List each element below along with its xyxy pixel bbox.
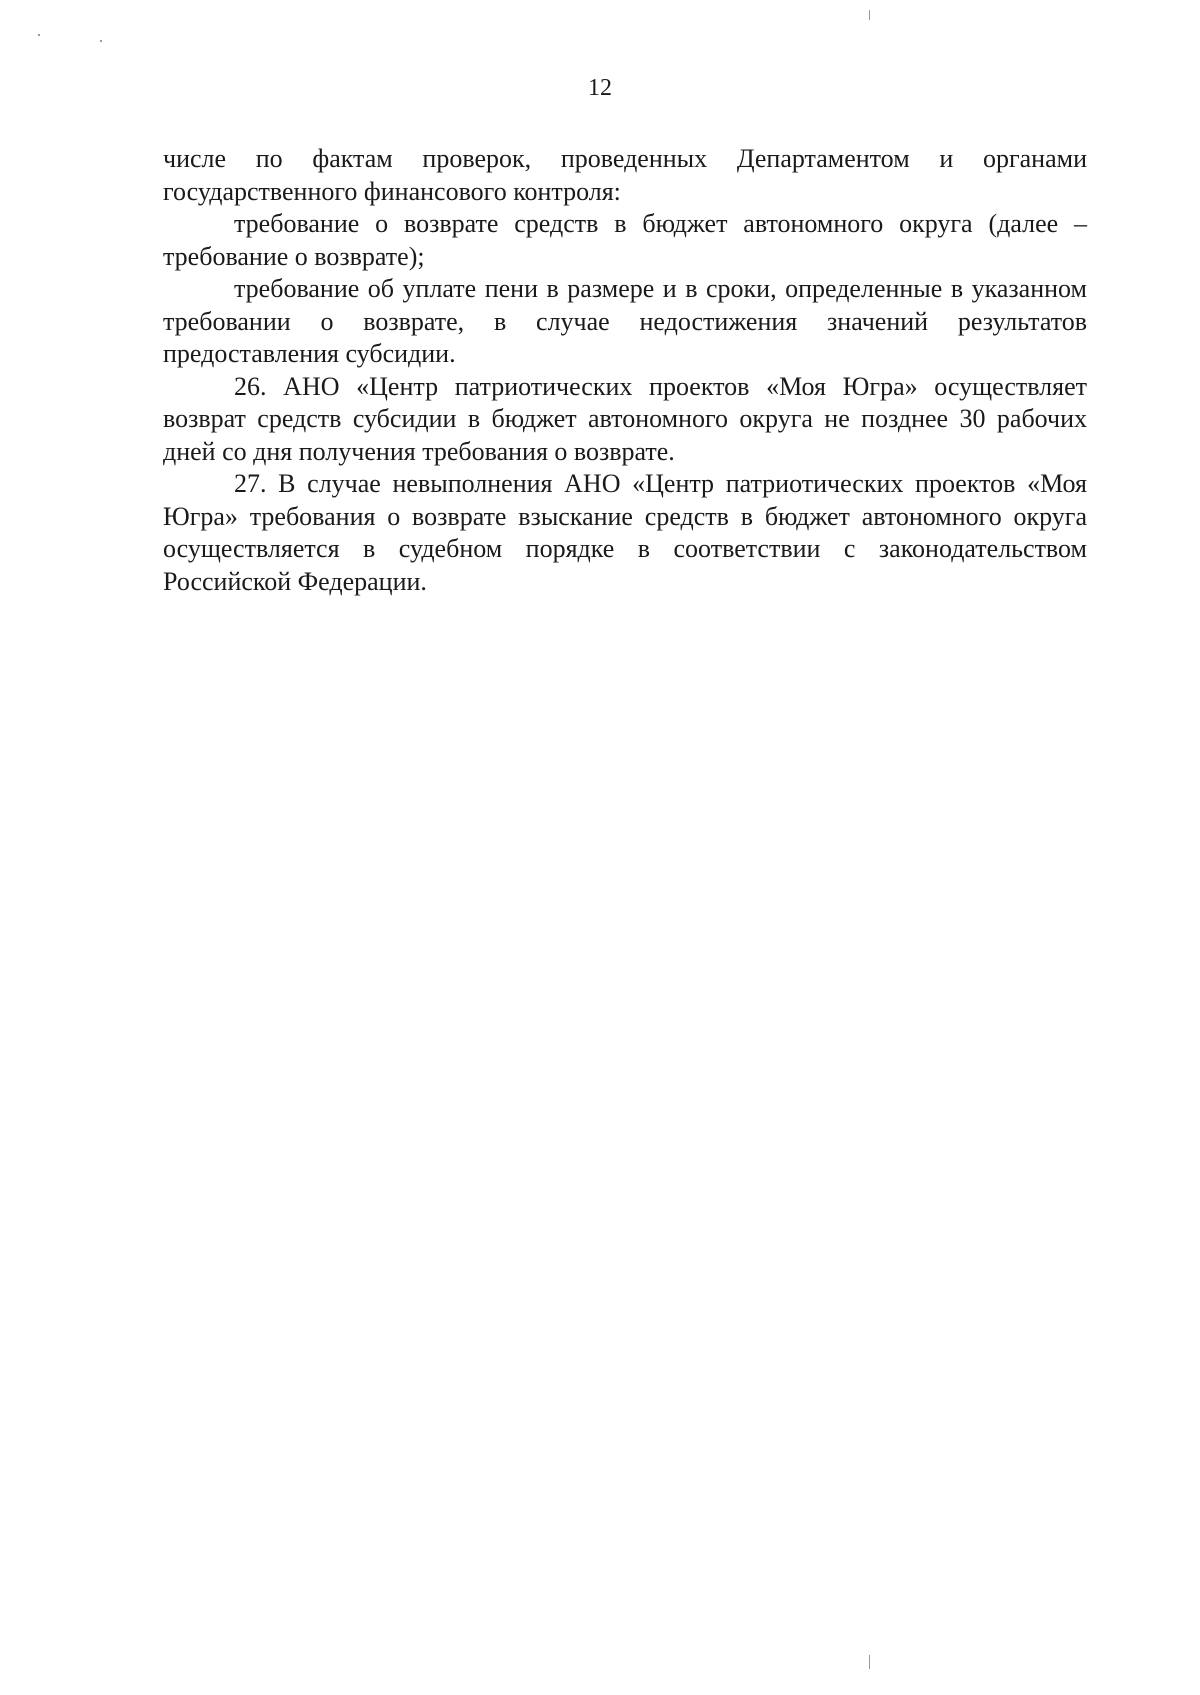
scan-speck bbox=[38, 34, 40, 36]
scan-speck bbox=[869, 10, 870, 20]
paragraph: числе по фактам проверок, проведенных Департаментом и органами государственного финансового контроля: bbox=[163, 144, 1087, 206]
document-body bbox=[163, 143, 1087, 598]
paragraph: требование об уплате пени в размере и в сроки, определенные в указанном требовании о возврате, в случае недостижения значений результатов предоставления субсидии. bbox=[163, 274, 1087, 368]
paragraph-26: 26. АНО «Центр патриотических проектов «Моя Югра» осуществляет возврат средств субсидии в бюджет автономного округа не позднее 30 рабочих дней со дня получения требования о возврате. bbox=[163, 371, 1087, 466]
paragraph: требование о возврате средств в бюджет автономного округа (далее – требование о возврате); bbox=[163, 209, 1087, 271]
scan-speck bbox=[869, 1655, 870, 1669]
scan-speck bbox=[100, 40, 102, 42]
paragraph-27: 27. В случае невыполнения АНО «Центр патриотических проектов «Моя Югра» требования о возврате взыскание средств в бюджет автономного округа осуществляется в судебном порядке в соответствии с законодательством Российской Федерации. bbox=[163, 469, 1087, 596]
page-number: 12 bbox=[588, 75, 612, 101]
